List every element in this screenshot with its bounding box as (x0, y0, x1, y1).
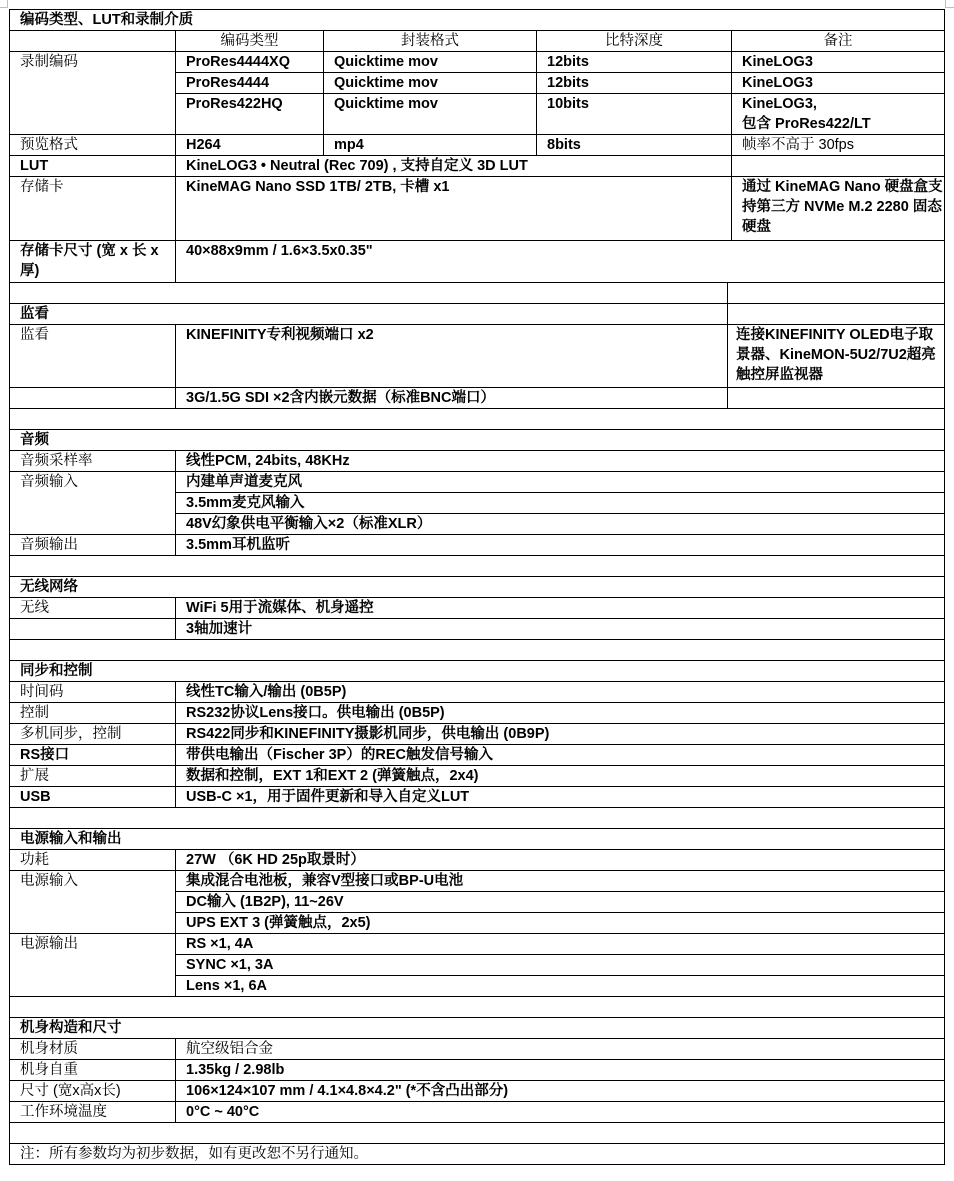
row-label-preview: 预览格式 (10, 135, 176, 156)
cell-monitor-note: 连接KINEFINITY OLED电子取景器、KineMON-5U2/7U2超亮触控屏监视器 (728, 325, 945, 388)
cell-monitor-value: KINEFINITY专利视频端口 x2 (176, 325, 728, 388)
row-label-audio-input: 音频输入 (10, 472, 176, 535)
cell-wireless: WiFi 5用于流媒体、机身遥控 (176, 598, 945, 619)
row-label-weight: 机身自重 (10, 1060, 176, 1081)
row-label-temperature: 工作环境温度 (10, 1102, 176, 1123)
cell-bitdepth: 12bits (537, 52, 732, 73)
row-label-power-output: 电源输出 (10, 934, 176, 997)
spacer-row (10, 997, 945, 1018)
cell-body: 0°C ~ 40°C (176, 1102, 945, 1123)
footnote: 注：所有参数均为初步数据，如有更改恕不另行通知。 (10, 1144, 945, 1165)
row-label-card: 存储卡 (10, 177, 176, 241)
cell-note: KineLOG3 (732, 52, 945, 73)
row-label-power-input: 电源输入 (10, 871, 176, 934)
cell-consumption: 27W （6K HD 25p取景时） (176, 850, 945, 871)
cell-sync: 数据和控制，EXT 1和EXT 2 (弹簧触点，2x4) (176, 766, 945, 787)
section-title-codec: 编码类型、LUT和录制介质 (10, 10, 945, 31)
row-label-consumption: 功耗 (10, 850, 176, 871)
page-corner-marker (945, 0, 954, 8)
cell-power-input: 集成混合电池板，兼容V型接口或BP-U电池 (176, 871, 945, 892)
cell-container: Quicktime mov (324, 94, 537, 135)
cell-note: KineLOG3 (732, 73, 945, 94)
cell-codec: ProRes4444 (176, 73, 324, 94)
spacer-row (10, 556, 945, 577)
cell-bitdepth: 8bits (537, 135, 732, 156)
row-label-multicam: 多机同步，控制 (10, 724, 176, 745)
spacer-row (10, 283, 728, 304)
cell-body: 106×124×107 mm / 4.1×4.8×4.2" (*不含凸出部分) (176, 1081, 945, 1102)
cell-monitor-note (728, 388, 945, 409)
row-label-audio-output: 音频输出 (10, 535, 176, 556)
cell-power-input: DC输入 (1B2P), 11~26V (176, 892, 945, 913)
section-title-monitor: 监看 (10, 304, 728, 325)
cell-sync: 线性TC输入/输出 (0B5P) (176, 682, 945, 703)
cell-power-output: SYNC ×1, 3A (176, 955, 945, 976)
spacer-row (10, 1123, 945, 1144)
cell-audio-input: 48V幻象供电平衡输入×2（标准XLR） (176, 514, 945, 535)
row-label-material: 机身材质 (10, 1039, 176, 1060)
cell-bitdepth: 12bits (537, 73, 732, 94)
header-empty (10, 31, 176, 52)
cell-body: 1.35kg / 2.98lb (176, 1060, 945, 1081)
row-label-recording: 录制编码 (10, 52, 176, 135)
cell-power-output: Lens ×1, 6A (176, 976, 945, 997)
cell-sync: RS422同步和KINEFINITY摄影机同步，供电输出 (0B9P) (176, 724, 945, 745)
cell-card-note: 通过 KineMAG Nano 硬盘盒支持第三方 NVMe M.2 2280 固态硬盘 (732, 177, 945, 241)
row-label-lut: LUT (10, 156, 176, 177)
cell-container: Quicktime mov (324, 52, 537, 73)
spec-table (9, 9, 945, 1165)
cell-codec: ProRes4444XQ (176, 52, 324, 73)
cell-lut-value: KineLOG3 • Neutral (Rec 709) , 支持自定义 3D LUT (176, 156, 732, 177)
section-title-audio: 音频 (10, 430, 945, 451)
cell-power-input: UPS EXT 3 (弹簧触点，2x5) (176, 913, 945, 934)
cell-codec: ProRes422HQ (176, 94, 324, 135)
section-title-body: 机身构造和尺寸 (10, 1018, 945, 1039)
row-label-wireless: 无线 (10, 598, 176, 619)
cell-note: 帧率不高于 30fps (732, 135, 945, 156)
section-title-power: 电源输入和输出 (10, 829, 945, 850)
cell-card-value: KineMAG Nano SSD 1TB/ 2TB, 卡槽 x1 (176, 177, 732, 241)
cell-audio-input: 内建单声道麦克风 (176, 472, 945, 493)
spacer-row (10, 409, 945, 430)
cell-power-output: RS ×1, 4A (176, 934, 945, 955)
row-label-empty (10, 388, 176, 409)
cell-sync: 带供电输出（Fischer 3P）的REC触发信号输入 (176, 745, 945, 766)
cell-bitdepth: 10bits (537, 94, 732, 135)
cell-sync: RS232协议Lens接口。供电输出 (0B5P) (176, 703, 945, 724)
cell-note (732, 94, 945, 135)
row-label-card-size: 存储卡尺寸 (宽 x 长 x 厚) (10, 241, 176, 283)
cell-container: mp4 (324, 135, 537, 156)
row-label-expansion: 扩展 (10, 766, 176, 787)
cell-monitor-value: 3G/1.5G SDI ×2含内嵌元数据（标准BNC端口） (176, 388, 728, 409)
row-label-dimensions: 尺寸 (宽x高x长) (10, 1081, 176, 1102)
row-label-sample-rate: 音频采样率 (10, 451, 176, 472)
row-label-usb: USB (10, 787, 176, 808)
header-note: 备注 (732, 31, 945, 52)
page-corner-marker (0, 0, 8, 8)
header-codec: 编码类型 (176, 31, 324, 52)
cell-sync: USB-C ×1，用于固件更新和导入自定义LUT (176, 787, 945, 808)
cell-sample-rate: 线性PCM, 24bits, 48KHz (176, 451, 945, 472)
spacer-row (10, 808, 945, 829)
row-label-empty (10, 619, 176, 640)
cell-note (732, 156, 945, 177)
cell-card-size-value: 40×88x9mm / 1.6×3.5x0.35" (176, 241, 945, 283)
cell-wireless: 3轴加速计 (176, 619, 945, 640)
row-label-control: 控制 (10, 703, 176, 724)
cell-container: Quicktime mov (324, 73, 537, 94)
cell-audio-output: 3.5mm耳机监听 (176, 535, 945, 556)
note-line: KineLOG3, (742, 96, 817, 112)
section-title-wireless: 无线网络 (10, 577, 945, 598)
header-container: 封装格式 (324, 31, 537, 52)
cell-audio-input: 3.5mm麦克风输入 (176, 493, 945, 514)
cell-codec: H264 (176, 135, 324, 156)
spacer-cell (728, 283, 945, 304)
row-label-timecode: 时间码 (10, 682, 176, 703)
note-line: 包含 ProRes422/LT (742, 116, 871, 132)
spacer-row (10, 640, 945, 661)
row-label-rs: RS接口 (10, 745, 176, 766)
header-bitdepth: 比特深度 (537, 31, 732, 52)
section-title-sync: 同步和控制 (10, 661, 945, 682)
spacer-cell (728, 304, 945, 325)
row-label-monitor: 监看 (10, 325, 176, 388)
cell-body: 航空级铝合金 (176, 1039, 945, 1060)
